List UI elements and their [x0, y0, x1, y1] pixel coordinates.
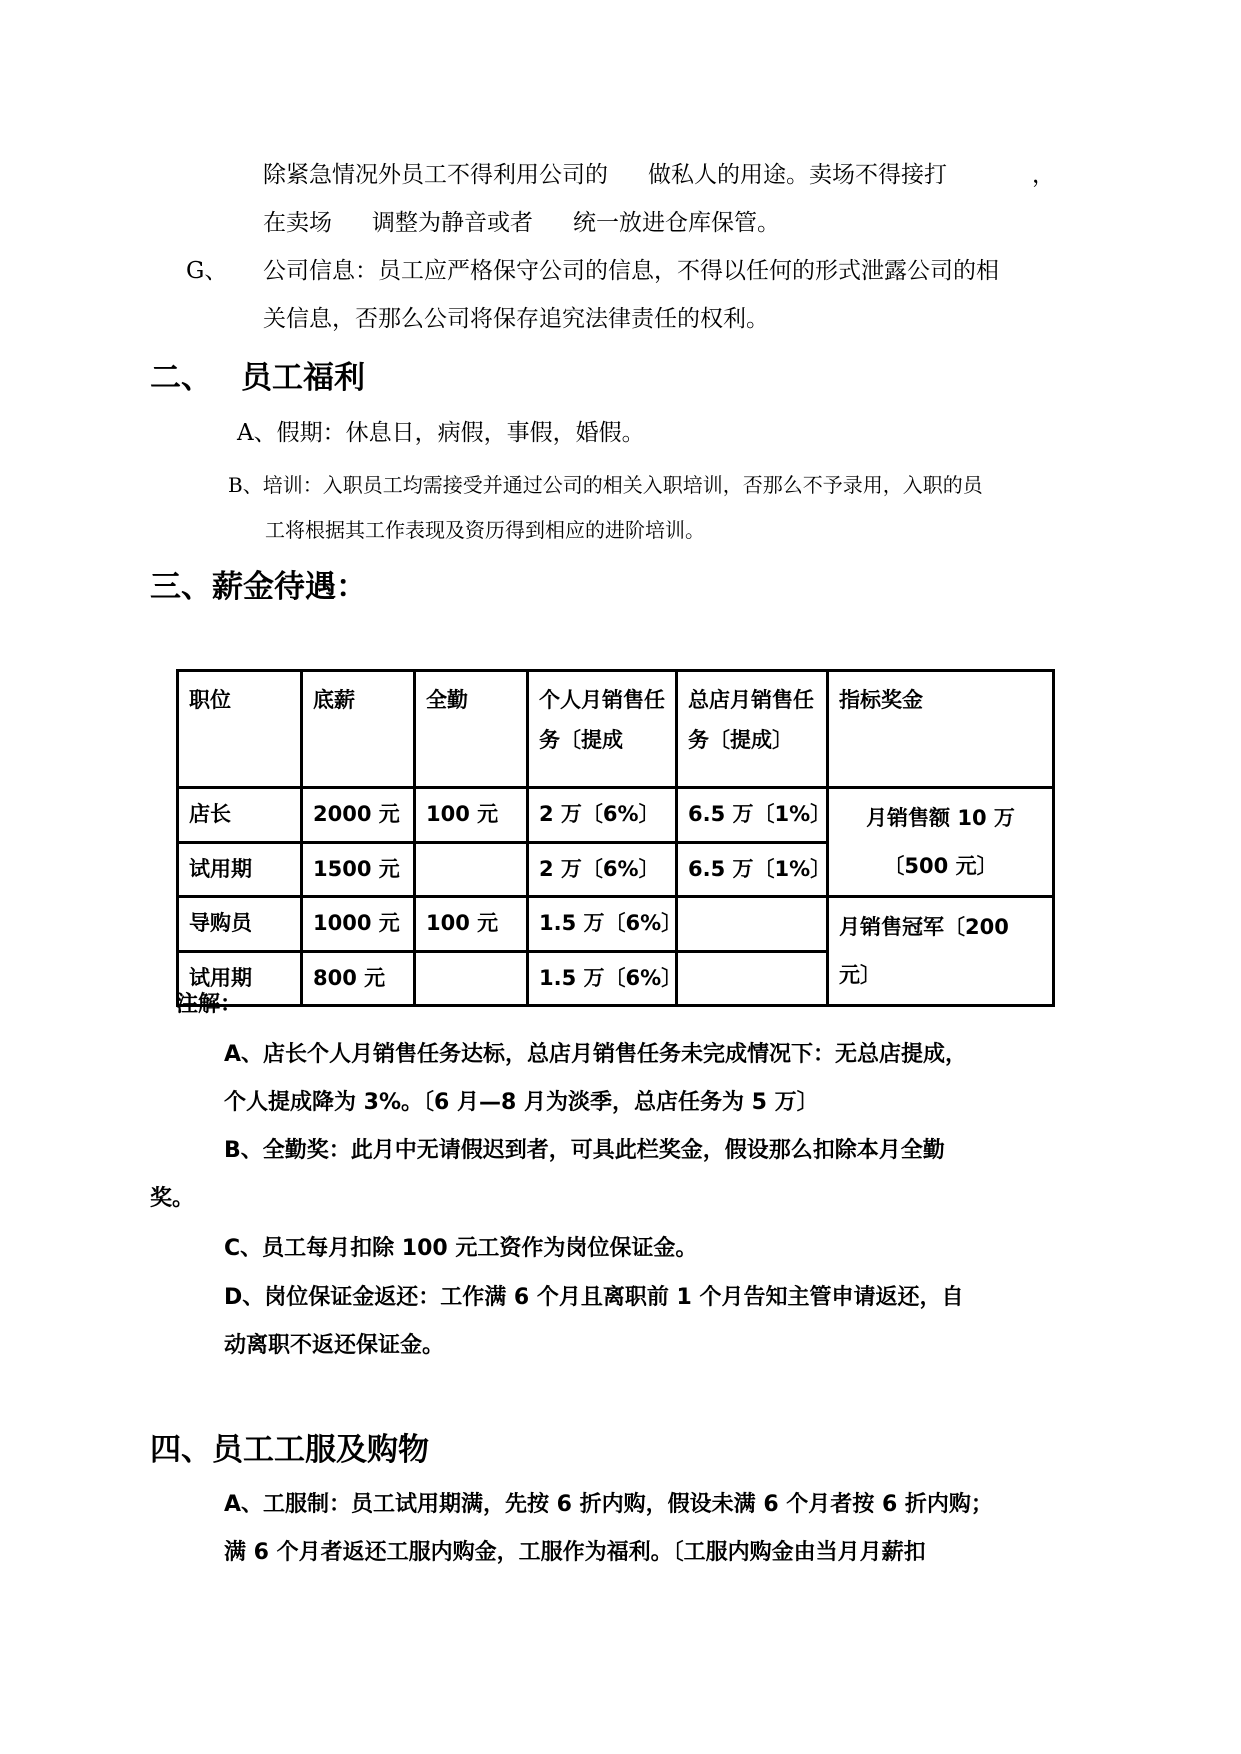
- intro-line-2-part-a: 在卖场: [263, 210, 332, 236]
- section-4-title: 四、员工工服及购物: [150, 1432, 429, 1468]
- section-2-title: 员工福利: [241, 360, 365, 396]
- intro-line-1: [263, 160, 947, 190]
- cell-position: 试用期: [178, 842, 302, 897]
- note-d-line-2: 动离职不返还保证金。: [224, 1333, 445, 1358]
- header-base-salary: 底薪: [302, 671, 415, 788]
- item-g-line-2: 关信息，否那么公司将保存追究法律责任的权利。: [263, 306, 769, 332]
- cell-store-target: [677, 951, 828, 1006]
- cell-base-salary: 800 元: [302, 951, 415, 1006]
- salary-table: [176, 669, 1055, 1007]
- section-4-item-a-line-2: 满 6 个月者返还工服内购金，工服作为福利。〔工服内购金由当月月薪扣: [224, 1540, 926, 1565]
- cell-attendance: 100 元: [415, 788, 528, 843]
- cell-personal-target: 2 万〔6%〕: [528, 842, 677, 897]
- intro-line-2-part-b: 调整为静音或者: [372, 210, 533, 236]
- intro-line-1-part-a: 除紧急情况外员工不得利用公司的: [263, 162, 608, 188]
- table-header-row: [178, 671, 1054, 788]
- cell-attendance: [415, 842, 528, 897]
- intro-line-2: [263, 208, 780, 238]
- cell-position: 试用期: [178, 951, 302, 1006]
- cell-store-target: [677, 897, 828, 952]
- section-3-title: 三、薪金待遇：: [150, 569, 367, 605]
- note-a-line-2: 个人提成降为 3%。〔6 月—8 月为淡季，总店任务为 5 万〕: [224, 1090, 819, 1115]
- cell-bonus-staff: 月销售冠军〔200 元〕: [828, 897, 1054, 1006]
- cell-base-salary: 2000 元: [302, 788, 415, 843]
- section-4-item-a-line-1: A、工服制：员工试用期满，先按 6 折内购，假设未满 6 个月者按 6 折内购；: [224, 1492, 993, 1517]
- intro-line-1-comma: ，: [1032, 162, 1055, 188]
- cell-position: 店长: [178, 788, 302, 843]
- section-2-item-a: A、假期：休息日，病假，事假，婚假。: [237, 420, 645, 446]
- note-b-line-2: 奖。: [150, 1186, 195, 1211]
- note-a-line-1: A、店长个人月销售任务达标，总店月销售任务未完成情况下：无总店提成，: [224, 1042, 968, 1067]
- section-2-item-b-line-1: B、培训：入职员工均需接受并通过公司的相关入职培训，否那么不予录用，入职的员: [228, 473, 983, 497]
- cell-position: 导购员: [178, 897, 302, 952]
- cell-store-target: 6.5 万〔1%〕: [677, 788, 828, 843]
- cell-base-salary: 1000 元: [302, 897, 415, 952]
- cell-bonus-manager: 月销售额 10 万〔500 元〕: [828, 788, 1054, 897]
- note-c: C、员工每月扣除 100 元工资作为岗位保证金。: [224, 1236, 698, 1261]
- cell-personal-target: 1.5 万〔6%〕: [528, 951, 677, 1006]
- notes-label: 注解：: [176, 992, 243, 1017]
- item-g-marker: G、: [186, 258, 228, 284]
- header-bonus: 指标奖金: [828, 671, 1054, 788]
- cell-store-target: 6.5 万〔1%〕: [677, 842, 828, 897]
- section-2-number: 二、: [150, 360, 212, 396]
- cell-attendance: [415, 951, 528, 1006]
- cell-personal-target: 2 万〔6%〕: [528, 788, 677, 843]
- note-b-line-1: B、全勤奖：此月中无请假迟到者，可具此栏奖金，假设那么扣除本月全勤: [224, 1138, 945, 1163]
- intro-line-1-part-b: 做私人的用途。卖场不得接打: [648, 162, 947, 188]
- header-store-target: 总店月销售任务〔提成〕: [677, 671, 828, 788]
- cell-attendance: 100 元: [415, 897, 528, 952]
- header-personal-target: 个人月销售任务〔提成: [528, 671, 677, 788]
- table-row: [178, 788, 1054, 843]
- cell-base-salary: 1500 元: [302, 842, 415, 897]
- header-attendance: 全勤: [415, 671, 528, 788]
- header-position: 职位: [178, 671, 302, 788]
- intro-line-2-part-c: 统一放进仓库保管。: [573, 210, 780, 236]
- table-row: [178, 897, 1054, 952]
- note-d-line-1: D、岗位保证金返还：工作满 6 个月且离职前 1 个月告知主管申请返还，自: [224, 1285, 964, 1310]
- cell-personal-target: 1.5 万〔6%〕: [528, 897, 677, 952]
- section-2-item-b-line-2: 工将根据其工作表现及资历得到相应的进阶培训。: [265, 518, 705, 542]
- item-g-line-1: 公司信息：员工应严格保守公司的信息，不得以任何的形式泄露公司的相: [263, 258, 999, 284]
